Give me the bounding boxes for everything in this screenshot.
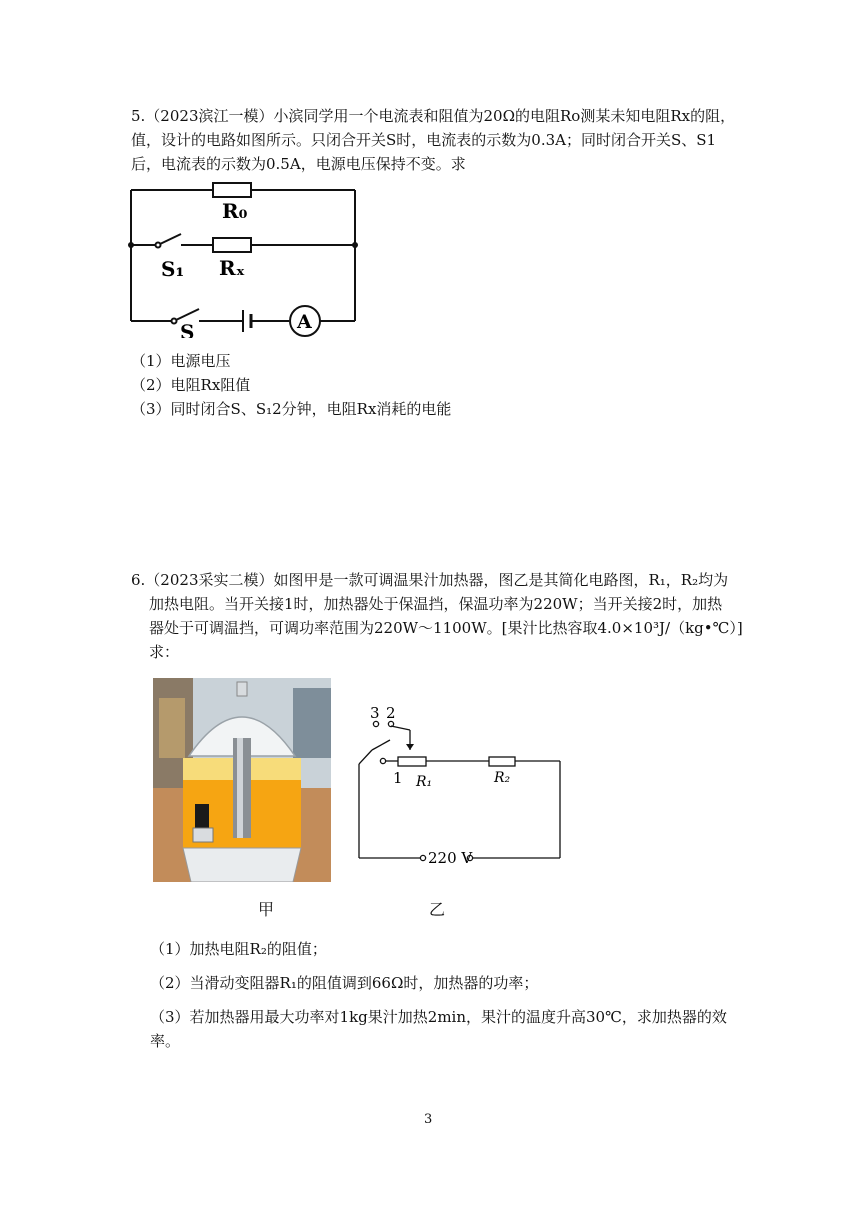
s1-label: S₁ [161,257,185,281]
s-label: S [180,320,195,338]
question-5-circuit-diagram [125,178,365,338]
question-5-part-2: （2）电阻Rx阻值 [131,376,251,394]
question-6-line-3: 器处于可调温挡，可调功率范围为220W～1100W。[果汁比热容取4.0×10³J/（kg•℃）] [149,619,743,637]
question-5-part-1: （1）电源电压 [131,352,231,370]
question-5-part-3: （3）同时闭合S、S₁2分钟，电阻Rx消耗的电能 [131,400,452,418]
voltage-label: 220 V [428,849,473,866]
r0-label: R₀ [222,199,248,223]
juice-heater-photo [153,678,331,882]
rx-label: Rₓ [219,256,246,280]
question-6-circuit-diagram [352,706,567,866]
terminal-2-label: 2 [386,706,396,722]
page-number: 3 [424,1112,433,1127]
ammeter-label: A [297,311,312,333]
figure-caption-yi: 乙 [429,900,446,919]
question-6-part-3: （3）若加热器用最大功率对1kg果汁加热2min，果汁的温度升高30℃，求加热器的效 [150,1008,727,1026]
question-6-part-3-cont: 率。 [150,1032,181,1050]
terminal-3-label: 3 [370,706,380,722]
question-6-line-2: 加热电阻。当开关接1时，加热器处于保温挡，保温功率为220W；当开关接2时，加热 [149,595,723,613]
figure-caption-jia: 甲 [258,900,275,919]
question-6-stem [131,568,743,664]
question-5-line-3: 后，电流表的示数为0.5A，电源电压保持不变。求 [131,155,466,173]
r2-label: R₂ [494,770,511,786]
question-6-part-2: （2）当滑动变阻器R₁的阻值调到66Ω时，加热器的功率； [150,974,539,992]
terminal-1-label: 1 [393,769,403,787]
question-6-part-1: （1）加热电阻R₂的阻值； [150,940,327,958]
r1-label: R₁ [416,774,433,790]
question-6-line-4: 求： [149,643,180,661]
question-5-stem [131,104,741,176]
question-5-line-2: 值，设计的电路如图所示。只闭合开关S时，电流表的示数为0.3A；同时闭合开关S、S1 [131,131,717,149]
question-6-line-1: 6.（2023采实二模）如图甲是一款可调温果汁加热器，图乙是其简化电路图，R₁，R₂均为 [131,571,729,589]
question-5-line-1: 5.（2023滨江一模）小滨同学用一个电流表和阻值为20Ω的电阻Ro测某未知电阻Rx的阻， [131,107,736,125]
